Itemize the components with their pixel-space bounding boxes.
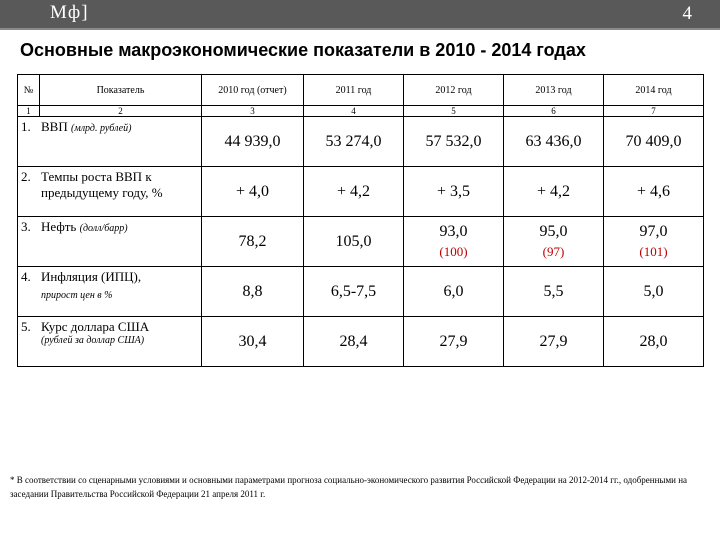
value-cell <box>304 117 404 167</box>
row-label: ВВП <box>41 119 68 134</box>
value: 5,5 <box>543 282 564 300</box>
value: 57 532,0 <box>425 132 482 150</box>
top-bar <box>0 0 720 28</box>
col-header-2011: 2011 год <box>304 75 404 106</box>
row-number: 1. <box>21 119 31 134</box>
table-row-gdp <box>18 117 704 167</box>
table-row-gdp-growth <box>18 167 704 217</box>
ministry-logo: Мф] <box>50 2 89 23</box>
indicators-table <box>17 74 704 367</box>
row-unit: прирост цен в % <box>41 290 113 301</box>
column-number-row <box>18 106 704 117</box>
value-cell <box>202 217 304 267</box>
value: 53 274,0 <box>325 132 382 150</box>
col-number: 7 <box>604 106 704 117</box>
row-unit: (долл/барр) <box>79 223 128 234</box>
value: 78,2 <box>238 232 267 250</box>
row-number: 4. <box>21 269 31 284</box>
value: + 4,2 <box>336 182 371 200</box>
value-cell <box>404 267 504 317</box>
value: 105,0 <box>335 232 372 250</box>
value: 5,0 <box>643 282 664 300</box>
value: 44 939,0 <box>224 132 281 150</box>
value-cell <box>202 317 304 367</box>
col-header-2010: 2010 год (отчет) <box>202 75 304 106</box>
col-number: 5 <box>404 106 504 117</box>
value-cell <box>504 217 604 267</box>
row-label-line2: предыдущему году, % <box>41 185 163 200</box>
row-label: Курс доллара США <box>41 319 150 334</box>
value-cell <box>304 167 404 217</box>
value: 8,8 <box>242 282 263 300</box>
value-cell <box>202 267 304 317</box>
value-cell <box>504 117 604 167</box>
row-label: Темпы роста ВВП к <box>41 169 152 184</box>
alt-value: (101) <box>639 243 668 259</box>
value-cell <box>504 267 604 317</box>
col-number: 6 <box>504 106 604 117</box>
value-cell <box>604 167 704 217</box>
value: + 4,0 <box>235 182 270 200</box>
value-cell <box>404 117 504 167</box>
table-row-usd-rate <box>18 317 704 367</box>
value-cell <box>404 167 504 217</box>
value: 6,5-7,5 <box>330 282 377 300</box>
value-cell <box>604 267 704 317</box>
value-cell <box>604 117 704 167</box>
row-label: Нефть <box>41 219 77 234</box>
footnote: * В соответствии со сценарными условиями и основными параметрами прогноза социально-экономического развития Российской Федерации на 2012-2014 гг., одобренными на заседании Правительства Российской Федерации 21 апреля 2011 г. <box>10 475 688 499</box>
value: 27,9 <box>439 332 468 350</box>
col-number: 2 <box>40 106 202 117</box>
value: 28,0 <box>639 332 668 350</box>
value-cell <box>202 117 304 167</box>
row-label-cell <box>18 267 202 317</box>
row-label-cell <box>18 217 202 267</box>
col-number: 4 <box>304 106 404 117</box>
value: 95,0 <box>539 222 568 240</box>
col-header-2012: 2012 год <box>404 75 504 106</box>
value-cell <box>504 167 604 217</box>
value: 63 436,0 <box>525 132 582 150</box>
col-header-indicator: Показатель <box>40 75 202 106</box>
value: 93,0 <box>439 222 468 240</box>
value-cell <box>202 167 304 217</box>
row-number: 3. <box>21 219 31 234</box>
alt-value: (97) <box>542 243 565 259</box>
alt-value: (100) <box>439 243 468 259</box>
row-label-cell <box>18 317 202 367</box>
col-header-number: № <box>18 75 40 106</box>
row-label: Инфляция (ИПЦ), <box>41 269 142 284</box>
value: 30,4 <box>238 332 267 350</box>
value-cell <box>504 317 604 367</box>
value-cell <box>304 317 404 367</box>
row-number: 5. <box>21 319 31 334</box>
page-title: Основные макроэкономические показатели в 2010 - 2014 годах <box>20 40 586 60</box>
value-cell <box>304 217 404 267</box>
col-number: 1 <box>18 106 40 117</box>
row-label-cell <box>18 117 202 167</box>
value-cell <box>404 217 504 267</box>
col-header-2014: 2014 год <box>604 75 704 106</box>
row-number: 2. <box>21 169 31 184</box>
row-unit: (рублей за доллар США) <box>41 335 145 346</box>
value: 6,0 <box>443 282 464 300</box>
header-divider <box>0 28 720 30</box>
value: + 4,2 <box>536 182 571 200</box>
value-cell <box>404 317 504 367</box>
row-unit: (млрд. рублей) <box>70 123 132 134</box>
value: 28,4 <box>339 332 368 350</box>
table-row-inflation <box>18 267 704 317</box>
header-row <box>18 75 704 106</box>
value-cell <box>304 267 404 317</box>
row-label-cell <box>18 167 202 217</box>
page-number: 4 <box>682 3 692 24</box>
value: 27,9 <box>539 332 568 350</box>
value: 70 409,0 <box>625 132 682 150</box>
value-cell <box>604 217 704 267</box>
table-row-oil <box>18 217 704 267</box>
value: + 3,5 <box>436 182 471 200</box>
value: 97,0 <box>639 222 668 240</box>
value: + 4,6 <box>636 182 671 200</box>
value-cell <box>604 317 704 367</box>
col-header-2013: 2013 год <box>504 75 604 106</box>
col-number: 3 <box>202 106 304 117</box>
